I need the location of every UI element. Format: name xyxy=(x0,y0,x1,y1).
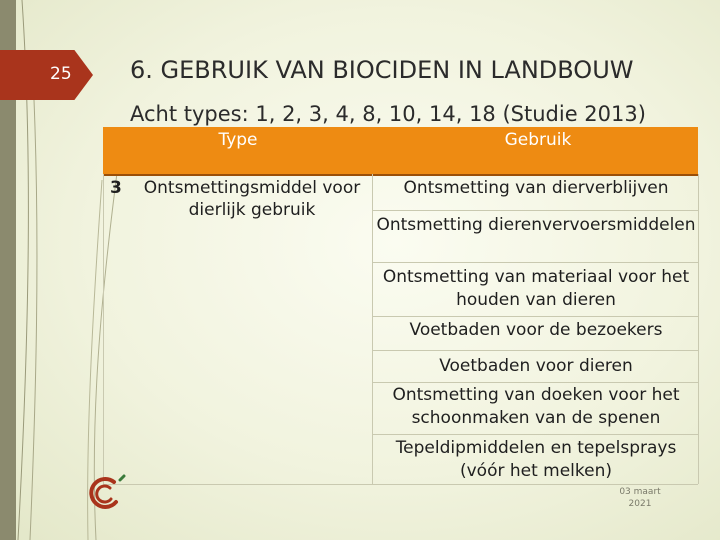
use-cell: Ontsmetting van doeken voor het schoonmaken van de spenen xyxy=(392,385,680,428)
type-cell: Ontsmettingsmiddel voor dierlijk gebruik xyxy=(143,178,361,220)
use-cell: Ontsmetting van materiaal voor het houden van dieren xyxy=(382,267,690,310)
header-gebruik: Gebruik xyxy=(504,130,572,150)
use-cell: Ontsmetting van dierverblijven xyxy=(403,178,669,198)
slide-subtitle: Acht types: 1, 2, 3, 4, 8, 10, 14, 18 (Studie 2013) xyxy=(130,102,646,126)
row-number: 3 xyxy=(110,178,122,198)
row-divider xyxy=(372,434,698,435)
date-line-2: 2021 xyxy=(628,499,652,509)
table-left-border xyxy=(103,174,104,484)
row-divider xyxy=(372,262,698,263)
table-right-border xyxy=(698,174,699,484)
use-cell: Ontsmetting dierenvervoersmiddelen xyxy=(376,215,696,235)
row-divider xyxy=(372,210,698,211)
ring-logo-icon xyxy=(84,474,128,514)
use-cell: Voetbaden voor de bezoekers xyxy=(409,320,663,340)
row-divider xyxy=(372,316,698,317)
use-cell: Tepeldipmiddelen en tepelsprays (vóór het melken) xyxy=(395,438,677,481)
table-column-divider xyxy=(372,174,373,484)
header-type: Type xyxy=(218,130,258,150)
table-bottom-border xyxy=(103,484,698,485)
slide-title: 6. GEBRUIK VAN BIOCIDEN IN LANDBOUW xyxy=(130,56,634,84)
slide-number: 25 xyxy=(50,64,72,84)
date-line-1: 03 maart xyxy=(619,487,661,497)
row-divider xyxy=(372,382,698,383)
slide-date xyxy=(600,486,680,510)
use-cell: Voetbaden voor dieren xyxy=(439,356,633,376)
slide-number-tab xyxy=(0,50,93,100)
row-divider xyxy=(372,350,698,351)
